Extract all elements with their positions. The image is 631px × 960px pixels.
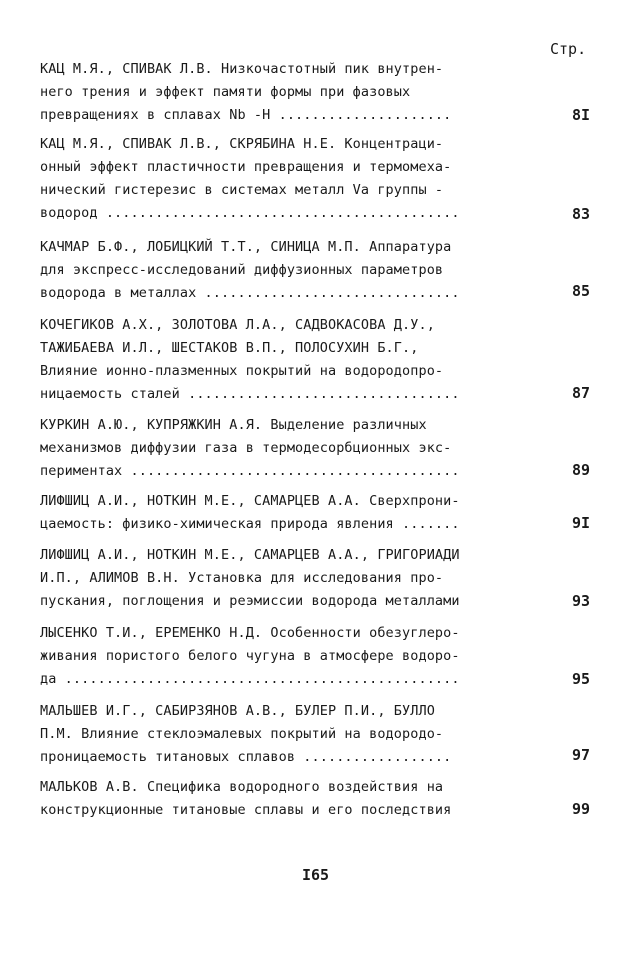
entry-page-number: 97 [571, 746, 590, 764]
entry-text-line: КОЧЕГИКОВ А.Х., ЗОЛОТОВА Л.А., САДВОКАСОВА Д.У., [40, 317, 435, 333]
entry-text-line: МАЛЬКОВ А.В. Специфика водородного воздействия на [40, 779, 444, 795]
entry-page-number: 85 [571, 282, 590, 300]
entry-text-line: ЛЫСЕНКО Т.И., ЕРЕМЕНКО Н.Д. Особенности обезуглеро- [40, 625, 460, 641]
entry-text-line: КАЦ М.Я., СПИВАК Л.В., СКРЯБИНА Н.Е. Концентраци- [40, 136, 444, 152]
entry-page-number: 93 [571, 592, 590, 610]
toc-entry [40, 700, 590, 769]
entry-text-line: водорода в металлах ............................... [40, 285, 460, 301]
page-folio: I65 [301, 866, 330, 884]
entry-text-line: цаемость: физико-химическая природа явления ....... [40, 516, 460, 532]
entry-text-line: пускания, поглощения и реэмиссии водорода металлами [40, 593, 460, 609]
entry-text-line: КУРКИН А.Ю., КУПРЯЖКИН А.Я. Выделение различных [40, 417, 427, 433]
entry-text-line: МАЛЬШЕВ И.Г., САБИРЗЯНОВ А.В., БУЛЕР П.И., БУЛЛО [40, 703, 435, 719]
toc-entry [40, 58, 590, 127]
toc-entry [40, 314, 590, 406]
entry-text-line: проницаемость титановых сплавов .................. [40, 749, 452, 765]
toc-entry [40, 236, 590, 305]
entry-text-line: него трения и эффект памяти формы при фазовых [40, 84, 411, 100]
toc-entry [40, 490, 590, 536]
entry-text-line: Влияние ионно-плазменных покрытий на водородопро- [40, 363, 444, 379]
entry-page-number: 8I [571, 106, 590, 124]
toc-entry [40, 622, 590, 691]
page-column-header: Стр. [550, 40, 587, 58]
entry-text-line: нический гистерезис в системах металл Va группы - [40, 182, 444, 198]
toc-entry [40, 776, 590, 822]
entry-text-line: ницаемость сталей ................................. [40, 386, 460, 402]
entry-text-line: для экспресс-исследований диффузионных параметров [40, 262, 444, 278]
entry-text-line: да ................................................ [40, 671, 460, 687]
toc-entry [40, 544, 590, 613]
entry-text-line: КАЧМАР Б.Ф., ЛОБИЦКИЙ Т.Т., СИНИЦА М.П. Аппаратура [40, 239, 452, 255]
entry-page-number: 95 [571, 670, 590, 688]
entry-text-line: ЛИФШИЦ А.И., НОТКИН М.Е., САМАРЦЕВ А.А. Сверхпрони- [40, 493, 460, 509]
entry-page-number: 9I [571, 514, 590, 532]
toc-entry [40, 133, 590, 225]
entry-text-line: конструкционные титановые сплавы и его последствия [40, 802, 452, 818]
entry-text-line: П.М. Влияние стеклоэмалевых покрытий на водородо- [40, 726, 444, 742]
entry-text-line: механизмов диффузии газа в термодесорбционных экс- [40, 440, 452, 456]
entry-text-line: онный эффект пластичности превращения и термомеха- [40, 159, 452, 175]
entry-text-line: периментах ........................................ [40, 463, 460, 479]
entry-text-line: КАЦ М.Я., СПИВАК Л.В. Низкочастотный пик внутрен- [40, 61, 444, 77]
entry-page-number: 83 [571, 205, 590, 223]
entry-page-number: 89 [571, 461, 590, 479]
entry-page-number: 99 [571, 800, 590, 818]
entry-text-line: ЛИФШИЦ А.И., НОТКИН М.Е., САМАРЦЕВ А.А., ГРИГОРИАДИ [40, 547, 460, 563]
entry-page-number: 87 [571, 384, 590, 402]
entry-text-line: превращениях в сплавах Nb -H ..................... [40, 107, 452, 123]
entry-text-line: водород ........................................... [40, 205, 460, 221]
entry-text-line: живания пористого белого чугуна в атмосфере водоро- [40, 648, 460, 664]
entry-text-line: ТАЖИБАЕВА И.Л., ШЕСТАКОВ В.П., ПОЛОСУХИН Б.Г., [40, 340, 419, 356]
entry-text-line: И.П., АЛИМОВ В.Н. Установка для исследования про- [40, 570, 444, 586]
toc-entry [40, 414, 590, 483]
